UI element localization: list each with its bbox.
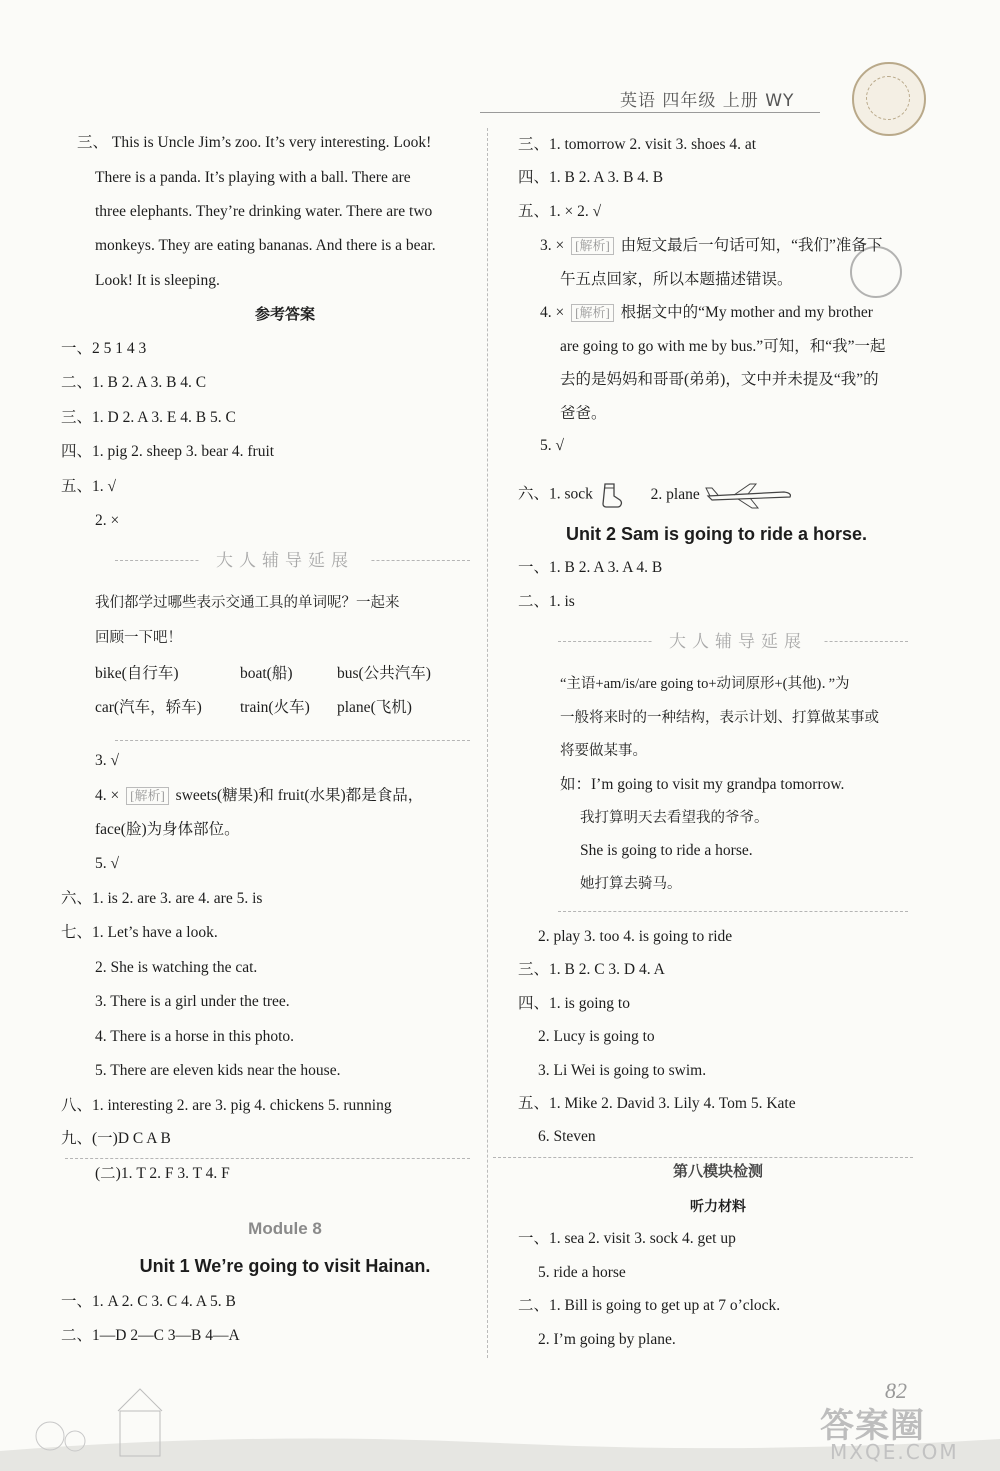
- right-column: [518, 0, 918, 1471]
- answer-line: 6. Steven: [538, 1128, 596, 1145]
- answer-line: 一、2 5 1 4 3: [61, 340, 147, 357]
- answer-line: 八、1. interesting 2. are 3. pig 4. chickens 5. running: [61, 1097, 392, 1114]
- answer-line: 二、1. is: [518, 593, 575, 610]
- answers-heading: 参考答案: [254, 306, 315, 323]
- answer-line: 2. play 3. too 4. is going to ride: [538, 928, 733, 945]
- unit-heading: Unit 2 Sam is going to ride a horse.: [566, 524, 868, 544]
- answer-line: 三、1. tomorrow 2. visit 3. shoes 4. at: [518, 136, 757, 153]
- section-rule: [65, 1158, 470, 1159]
- analysis-tag: [解析]: [126, 787, 169, 805]
- answer-mark: 4. ×: [540, 304, 565, 321]
- answer-line: 2. ×: [95, 512, 120, 529]
- section-rule: [493, 1157, 913, 1158]
- extension-text: 将要做某事。: [560, 743, 647, 759]
- answer-line: 5. There are eleven kids near the house.: [95, 1062, 341, 1079]
- vocab-item: train(火车): [240, 699, 310, 716]
- answer-line: (二)1. T 2. F 3. T 4. F: [95, 1165, 230, 1182]
- sock-icon: [597, 482, 625, 508]
- answer-line: 七、1. Let’s have a look.: [61, 924, 218, 941]
- answer-line: 九、(一)D C A B: [61, 1130, 171, 1147]
- running-header: 英语 四年级 上册 WY: [620, 91, 795, 111]
- answer-line: 二、1. B 2. A 3. B 4. C: [61, 374, 207, 391]
- answer-line: 2. I’m going by plane.: [538, 1331, 676, 1348]
- passage-line: monkeys. They are eating bananas. And there is a bear.: [95, 237, 436, 254]
- analysis-text: 午五点回家，所以本题描述错误。: [560, 271, 793, 288]
- answer-line: 四、1. is going to: [518, 995, 630, 1012]
- vocab-item: plane(飞机): [337, 699, 412, 716]
- answer-line: 二、1—D 2—C 3—B 4—A: [61, 1327, 240, 1344]
- vocab-item: bike(自行车): [95, 665, 179, 682]
- section-rule: [115, 740, 470, 741]
- airplane-icon: [704, 480, 794, 510]
- extension-text: 一般将来时的一种结构，表示计划、打算做某事或: [560, 710, 879, 726]
- vocab-item: boat(船): [240, 665, 293, 682]
- answer-line: 3. √: [95, 752, 120, 769]
- test-heading: 第八模块检测: [672, 1163, 763, 1180]
- answer-line: [95, 786, 423, 806]
- watermark-url: MXQE.COM: [830, 1440, 959, 1464]
- vocab-item: car(汽车，轿车): [95, 699, 202, 716]
- example-sentence: 如：I’m going to visit my grandpa tomorrow.: [560, 776, 845, 793]
- answer-line: 5. √: [95, 855, 120, 872]
- answer-line: 三、1. D 2. A 3. E 4. B 5. C: [61, 409, 236, 426]
- analysis-tag: [解析]: [571, 237, 614, 255]
- answer-line: 3. There is a girl under the tree.: [95, 993, 290, 1010]
- answer-line: 二、1. Bill is going to get up at 7 o’clock.: [518, 1297, 781, 1314]
- analysis-text: are going to go with me by bus.”可知，和“我”一起: [560, 338, 886, 355]
- extension-text: 回顾一下吧！: [95, 630, 182, 646]
- answer-line: 一、1. B 2. A 3. A 4. B: [518, 559, 663, 576]
- listening-heading: 听力材料: [690, 1198, 746, 1214]
- passage-line: Look! It is sleeping.: [95, 272, 220, 289]
- vocab-item: bus(公共汽车): [337, 665, 431, 682]
- extension-banner: 大人辅导延展: [653, 632, 823, 652]
- watermark-logo: 答案圈: [820, 1406, 925, 1446]
- extension-text: “主语+am/is/are going to+动词原形+(其他)．”为: [560, 676, 850, 692]
- example-translation: 她打算去骑马。: [580, 876, 682, 892]
- analysis-text: 去的是妈妈和哥哥(弟弟)，文中并未提及“我”的: [560, 371, 879, 388]
- answer-line: 5. ride a horse: [538, 1264, 626, 1281]
- extension-banner: 大人辅导延展: [200, 551, 370, 571]
- unit-heading: Unit 1 We’re going to visit Hainan.: [139, 1256, 431, 1276]
- passage-line: There is a panda. It’s playing with a ball. There are: [95, 169, 411, 186]
- column-divider: [487, 128, 488, 1358]
- answer-line: 5. √: [540, 437, 565, 454]
- analysis-text: 根据文中的“My mother and my brother: [620, 304, 873, 321]
- section-rule: [558, 911, 908, 912]
- answer-line: [540, 236, 882, 256]
- answer-line: [540, 303, 873, 323]
- analysis-text: 爸爸。: [560, 405, 607, 422]
- answer-line: 4. There is a horse in this photo.: [95, 1028, 295, 1045]
- analysis-text: sweets(糖果)和 fruit(水果)都是食品，: [175, 787, 424, 804]
- extension-text: 我们都学过哪些表示交通工具的单词呢？一起来: [95, 595, 400, 611]
- answer-line: 一、1. A 2. C 3. C 4. A 5. B: [61, 1293, 236, 1310]
- answer-line: 三、1. B 2. C 3. D 4. A: [518, 961, 665, 978]
- analysis-tag: [解析]: [571, 304, 614, 322]
- answer-line: 一、1. sea 2. visit 3. sock 4. get up: [518, 1230, 736, 1247]
- answer-text: 六、1. sock: [518, 485, 593, 503]
- analysis-text: 由短文最后一句话可知，“我们”准备下: [620, 237, 883, 254]
- passage-line: 三、 This is Uncle Jim’s zoo. It’s very interesting. Look!: [77, 134, 432, 151]
- answer-mark: 3. ×: [540, 237, 565, 254]
- answer-text: 2. plane: [650, 485, 700, 503]
- answer-line: 四、1. pig 2. sheep 3. bear 4. fruit: [61, 443, 275, 460]
- analysis-text: face(脸)为身体部位。: [95, 821, 240, 838]
- answer-line: 2. She is watching the cat.: [95, 959, 258, 976]
- answer-line: 五、1. Mike 2. David 3. Lily 4. Tom 5. Kate: [518, 1095, 796, 1112]
- example-sentence: She is going to ride a horse.: [580, 842, 753, 859]
- answer-line: [518, 480, 794, 510]
- passage-line: three elephants. They’re drinking water. There are two: [95, 203, 433, 220]
- answer-line: 五、1. × 2. √: [518, 203, 602, 220]
- answer-line: 四、1. B 2. A 3. B 4. B: [518, 169, 664, 186]
- answer-line: 3. Li Wei is going to swim.: [538, 1062, 707, 1079]
- left-column: [61, 0, 475, 1471]
- answer-mark: 4. ×: [95, 787, 120, 804]
- page-number: 82: [885, 1378, 907, 1403]
- answer-line: 六、1. is 2. are 3. are 4. are 5. is: [61, 890, 263, 907]
- answer-line: 2. Lucy is going to: [538, 1028, 655, 1045]
- example-translation: 我打算明天去看望我的爷爷。: [580, 810, 769, 826]
- answer-line: 五、1. √: [61, 478, 117, 495]
- module-heading: Module 8: [248, 1219, 322, 1238]
